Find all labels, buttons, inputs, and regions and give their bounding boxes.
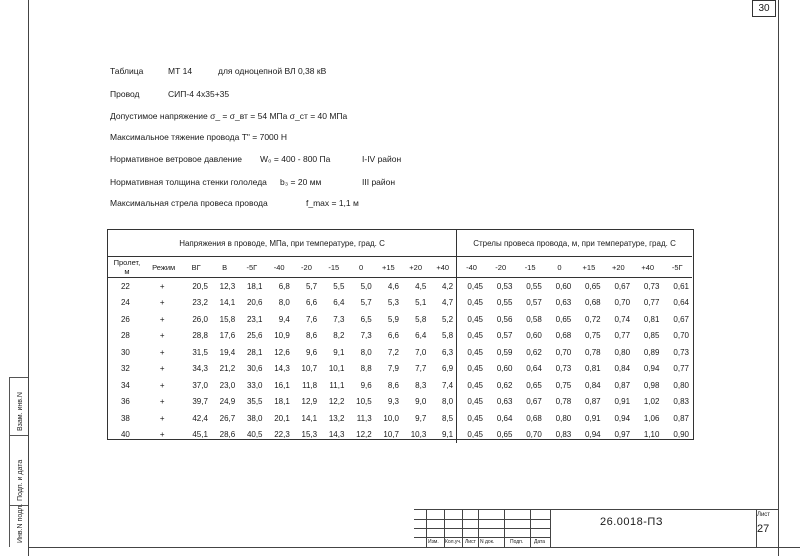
cell-stress: 5,0 [360, 281, 372, 291]
cell-stress: 7,3 [360, 331, 372, 341]
cell-sag: 0,67 [614, 281, 631, 291]
cell-sag: 0,65 [585, 281, 601, 291]
allowed-stress: Допустимое напряжение σ_ = σ_вт = 54 МПа σ_ст = 40 МПа [110, 111, 348, 121]
cell-sag: 0,83 [673, 397, 689, 407]
col-header-sag: +15 [574, 257, 603, 278]
cell-sag: 0,77 [643, 298, 660, 308]
cell-sag: 1,02 [643, 397, 660, 407]
wind-pressure-value: W₀ = 400 - 800 Па [260, 154, 331, 164]
stamp-line [530, 510, 531, 548]
cell-stress: 12,3 [219, 281, 236, 291]
cell-span: 40 [120, 430, 130, 440]
col-header-stress: +40 [429, 257, 456, 278]
col-header-stress: -15 [320, 257, 347, 278]
stamp-line [426, 510, 427, 548]
table-row [108, 377, 692, 394]
cell-stress: 7,7 [415, 364, 427, 374]
wind-region: I-IV район [362, 154, 402, 164]
cell-stress: 11,3 [356, 413, 372, 423]
cell-stress: 37,0 [192, 380, 208, 390]
cell-sag: 0,85 [643, 331, 660, 341]
cell-stress: 15,8 [219, 314, 236, 324]
col-header-stress: +15 [375, 257, 402, 278]
cell-sag: 0,45 [467, 397, 483, 407]
side-cell-sign [9, 435, 28, 505]
cell-sag: 0,65 [555, 314, 572, 324]
cell-sag: 0,94 [614, 413, 631, 423]
cell-stress: 5,7 [305, 281, 318, 291]
cell-sag: 0,73 [673, 347, 689, 357]
cell-stress: 9,1 [429, 427, 456, 444]
cell-sag: 0,83 [555, 430, 572, 440]
cell-mode: + [159, 281, 165, 291]
max-tension: Максимальное тяжение провода Т" = 7000 Н [110, 132, 287, 142]
sheet-number: 27 [757, 523, 770, 535]
cell-sag: 0,84 [585, 380, 601, 390]
cell-sag: 0,64 [496, 413, 513, 423]
cell-stress: 11,1 [329, 380, 345, 390]
cell-sag: 0,75 [555, 380, 572, 390]
cell-sag: 0,84 [614, 364, 631, 374]
side-label-inv-replace: Взам. инв.N [17, 392, 24, 431]
cell-stress: 8,3 [415, 380, 427, 390]
cell-stress: 10,5 [356, 397, 372, 407]
wind-pressure-label: Нормативное ветровое давление [110, 154, 242, 164]
cell-stress: 28,8 [192, 331, 208, 341]
cell-sag: 0,72 [585, 314, 601, 324]
cell-sag: 0,90 [673, 430, 689, 440]
stamp-line [550, 510, 551, 548]
cell-sag: 0,60 [496, 364, 513, 374]
cell-stress: 9,6 [305, 347, 318, 357]
cell-sag: 0,91 [614, 397, 631, 407]
cell-span: 38 [120, 413, 130, 423]
cell-mode: + [159, 364, 165, 374]
cell-stress: 23,2 [192, 298, 208, 308]
cell-sag: 0,64 [526, 364, 542, 374]
cell-sag: 1,10 [643, 430, 660, 440]
table-row [108, 295, 692, 312]
cell-stress: 16,1 [274, 380, 290, 390]
cell-stress: 31,5 [192, 347, 208, 357]
cell-sag: 0,58 [526, 314, 542, 324]
sag-label: Максимальная стрела провеса провода [110, 198, 268, 208]
cell-stress: 8,6 [305, 331, 318, 341]
cell-stress: 7,4 [429, 377, 456, 394]
cell-mode: + [159, 397, 165, 407]
cell-sag: 0,63 [496, 397, 513, 407]
cell-stress: 12,2 [328, 397, 345, 407]
cell-stress: 18,1 [274, 397, 290, 407]
cell-sag: 0,77 [614, 331, 631, 341]
cell-stress: 7,0 [415, 347, 427, 357]
cell-stress: 15,3 [301, 430, 318, 440]
cell-sag: 0,98 [643, 380, 660, 390]
cell-stress: 24,9 [219, 397, 236, 407]
cell-sag: 0,45 [467, 430, 483, 440]
cell-span: 30 [120, 347, 130, 357]
cell-stress: 30,6 [246, 364, 263, 374]
cell-stress: 25,6 [246, 331, 263, 341]
cell-stress: 6,4 [415, 331, 427, 341]
col-header-stress: 0 [347, 257, 374, 278]
cell-stress: 6,5 [360, 314, 372, 324]
cell-stress: 14,3 [274, 364, 290, 374]
col-header-sag: -15 [515, 257, 544, 278]
cell-stress: 5,2 [429, 311, 456, 328]
cell-sag: 0,59 [496, 347, 513, 357]
cell-stress: 22,3 [274, 430, 290, 440]
cell-sag: 0,60 [526, 331, 542, 341]
cell-sag: 0,91 [585, 413, 601, 423]
cell-sag: 0,94 [585, 430, 601, 440]
col-header-sag: 0 [545, 257, 574, 278]
cell-stress: 7,9 [387, 364, 399, 374]
cell-stress: 6,8 [278, 281, 290, 291]
table-row [108, 344, 692, 361]
cell-stress: 21,2 [219, 364, 236, 374]
cell-stress: 10,0 [383, 413, 399, 423]
stamp-line [478, 510, 479, 548]
cell-stress: 26,7 [219, 413, 236, 423]
cell-sag: 0,63 [555, 298, 572, 308]
stamp-label: Дата [534, 539, 546, 545]
cell-sag: 0,45 [467, 347, 483, 357]
cell-stress: 10,3 [410, 430, 427, 440]
cell-stress: 7,6 [305, 314, 318, 324]
cell-span: 24 [120, 298, 130, 308]
cell-stress: 10,1 [328, 364, 345, 374]
table-row [108, 328, 692, 345]
cell-mode: + [159, 413, 165, 423]
table-row [108, 394, 692, 411]
cell-sag: 0,70 [673, 331, 689, 341]
cell-stress: 9,3 [387, 397, 399, 407]
cell-stress: 20,6 [246, 298, 263, 308]
cell-sag: 0,61 [673, 281, 689, 291]
col-header-stress: -20 [293, 257, 320, 278]
cell-stress: 39,7 [192, 397, 208, 407]
cell-sag: 0,56 [496, 314, 513, 324]
cell-stress: 35,5 [246, 397, 263, 407]
col-header-stress: В [211, 257, 238, 278]
cell-stress: 8,0 [360, 347, 372, 357]
cell-stress: 4,6 [387, 281, 399, 291]
cell-sag: 0,73 [643, 281, 660, 291]
col-header-stress: -5Г [238, 257, 265, 278]
cell-stress: 8,2 [333, 331, 345, 341]
cell-stress: 20,5 [192, 281, 208, 291]
cell-sag: 0,65 [496, 430, 513, 440]
side-strip [0, 0, 28, 556]
side-label-inv-original: Инв.N подл. [17, 503, 24, 543]
cell-sag: 0,68 [526, 413, 542, 423]
cell-sag: 0,45 [467, 314, 483, 324]
col-header-sag: -5Г [662, 257, 692, 278]
cell-sag: 0,55 [526, 281, 542, 291]
stamp-line [504, 510, 505, 548]
cell-mode: + [159, 298, 165, 308]
cell-stress: 5,1 [415, 298, 427, 308]
cell-stress: 8,6 [387, 380, 399, 390]
cell-sag: 0,45 [467, 413, 483, 423]
cell-sag: 0,81 [585, 364, 601, 374]
cell-stress: 28,1 [246, 347, 263, 357]
ice-label: Нормативная толщина стенки гололеда [110, 177, 267, 187]
cell-sag: 0,45 [467, 331, 483, 341]
table-desc: для одноцепной ВЛ 0,38 кВ [218, 66, 327, 76]
title-block [414, 509, 778, 548]
cell-stress: 4,5 [415, 281, 427, 291]
col-header-mode: Режим [146, 257, 182, 278]
cell-stress: 5,8 [429, 328, 456, 345]
stamp-line [462, 510, 463, 548]
cell-span: 26 [120, 314, 130, 324]
cell-stress: 9,7 [415, 413, 427, 423]
cell-sag: 1,06 [643, 413, 660, 423]
cell-sag: 0,53 [496, 281, 513, 291]
cell-stress: 6,3 [429, 344, 456, 361]
cell-span: 32 [120, 364, 130, 374]
cell-stress: 9,0 [415, 397, 427, 407]
cell-sag: 0,70 [526, 430, 542, 440]
cell-sag: 0,55 [496, 298, 513, 308]
cell-mode: + [159, 430, 165, 440]
cell-stress: 10,7 [301, 364, 318, 374]
cell-sag: 0,45 [467, 364, 483, 374]
cell-stress: 14,1 [301, 413, 318, 423]
cell-sag: 0,80 [614, 347, 631, 357]
col-header-sag: -20 [486, 257, 515, 278]
sheet-label: Лист [757, 512, 771, 518]
table-row [108, 311, 692, 328]
cell-sag: 0,80 [673, 380, 689, 390]
cell-sag: 0,87 [673, 413, 689, 423]
page-number: 30 [752, 0, 776, 17]
cell-stress: 9,1 [333, 347, 345, 357]
cell-stress: 17,6 [219, 331, 236, 341]
ice-region: III район [362, 177, 396, 187]
cell-sag: 0,45 [467, 298, 483, 308]
cell-stress: 7,3 [333, 314, 345, 324]
cell-sag: 0,68 [555, 331, 572, 341]
cell-stress: 23,0 [219, 380, 236, 390]
cell-stress: 12,6 [274, 347, 290, 357]
cell-sag: 0,78 [585, 347, 601, 357]
col-header-span: Пролет, м [108, 257, 146, 278]
cell-sag: 0,94 [643, 364, 660, 374]
cell-sag: 0,73 [555, 364, 572, 374]
cell-stress: 7,2 [387, 347, 399, 357]
cell-sag: 0,45 [467, 380, 483, 390]
cell-sag: 0,45 [467, 281, 483, 291]
stamp-label: Кол.уч. [445, 539, 462, 545]
col-header-sag: -40 [457, 257, 486, 278]
cell-stress: 6,9 [429, 361, 456, 378]
cell-sag: 0,77 [673, 364, 689, 374]
cell-sag: 0,64 [673, 298, 689, 308]
cell-stress: 8,8 [360, 364, 372, 374]
cell-stress: 34,3 [192, 364, 208, 374]
cell-stress: 6,4 [333, 298, 345, 308]
cell-stress: 5,5 [333, 281, 345, 291]
cell-stress: 9,4 [278, 314, 290, 324]
cell-sag: 0,87 [585, 397, 601, 407]
cell-sag: 0,78 [555, 397, 572, 407]
frame-right-border [778, 0, 779, 556]
table-label: Таблица [110, 66, 144, 76]
cell-stress: 26,0 [192, 314, 208, 324]
cell-span: 28 [120, 331, 130, 341]
cell-stress: 10,9 [274, 331, 290, 341]
col-header-stress: ВГ [182, 257, 211, 278]
cell-sag: 0,62 [496, 380, 513, 390]
cell-stress: 13,2 [328, 413, 345, 423]
cell-stress: 12,9 [301, 397, 318, 407]
cell-stress: 18,1 [246, 281, 263, 291]
table-row [108, 427, 692, 444]
cell-sag: 0,57 [526, 298, 542, 308]
col-header-sag: +20 [604, 257, 633, 278]
cell-sag: 0,62 [526, 347, 542, 357]
cell-span: 36 [120, 397, 130, 407]
cell-mode: + [159, 347, 165, 357]
cell-stress: 8,5 [429, 410, 456, 427]
table-row [108, 278, 692, 295]
group-header-stress: Напряжения в проводе, МПа, при температуре, град. С [108, 230, 457, 257]
cell-sag: 0,70 [614, 298, 631, 308]
sag-tension-table [108, 230, 692, 443]
cell-sag: 0,67 [673, 314, 689, 324]
cell-sag: 0,68 [585, 298, 601, 308]
col-header-stress: +20 [402, 257, 429, 278]
group-header-sag: Стрелы провеса провода, м, при температуре, град. С [457, 230, 692, 257]
sag-value: f_max = 1,1 м [306, 198, 359, 208]
stamp-label: Лист [465, 539, 476, 545]
cell-sag: 0,97 [614, 430, 631, 440]
cell-stress: 8,0 [429, 394, 456, 411]
table-id: МТ 14 [168, 66, 193, 76]
cell-stress: 12,2 [356, 430, 372, 440]
cell-stress: 42,4 [192, 413, 208, 423]
cell-sag: 0,60 [555, 281, 572, 291]
cell-stress: 4,7 [429, 295, 456, 312]
cell-sag: 0,89 [643, 347, 660, 357]
cell-mode: + [159, 331, 165, 341]
side-label-sign-date: Подп. и дата [17, 459, 24, 501]
stamp-label: N док. [480, 539, 495, 545]
side-cell-original [9, 505, 28, 547]
cell-stress: 19,4 [219, 347, 236, 357]
cell-stress: 10,7 [383, 430, 399, 440]
wire-label: Провод [110, 89, 140, 99]
wire-value: СИП-4 4х35+35 [168, 89, 230, 99]
cell-sag: 0,81 [643, 314, 660, 324]
cell-stress: 8,0 [278, 298, 290, 308]
side-cell-replace [9, 377, 28, 435]
cell-sag: 0,74 [614, 314, 631, 324]
col-header-stress: -40 [266, 257, 293, 278]
cell-stress: 28,6 [219, 430, 236, 440]
cell-span: 34 [120, 380, 130, 390]
cell-mode: + [159, 380, 165, 390]
cell-sag: 0,75 [585, 331, 601, 341]
cell-stress: 4,2 [429, 278, 456, 295]
cell-stress: 33,0 [246, 380, 263, 390]
cell-stress: 5,7 [360, 298, 372, 308]
frame-left-border [28, 0, 29, 556]
stamp-label: Изм. [428, 539, 439, 545]
cell-stress: 20,1 [274, 413, 290, 423]
table-row [108, 410, 692, 427]
cell-stress: 40,5 [246, 430, 263, 440]
cell-stress: 6,6 [305, 298, 318, 308]
cell-sag: 0,67 [526, 397, 542, 407]
cell-stress: 23,1 [246, 314, 263, 324]
cell-stress: 14,1 [219, 298, 236, 308]
stamp-label: Подп. [510, 539, 524, 545]
cell-sag: 0,57 [496, 331, 513, 341]
cell-sag: 0,87 [614, 380, 631, 390]
cell-stress: 45,1 [192, 430, 208, 440]
cell-stress: 5,9 [387, 314, 399, 324]
cell-stress: 9,6 [360, 380, 372, 390]
cell-mode: + [159, 314, 165, 324]
cell-stress: 38,0 [246, 413, 263, 423]
cell-sag: 0,70 [555, 347, 572, 357]
col-header-sag: +40 [633, 257, 662, 278]
ice-value: b₃ = 20 мм [280, 177, 322, 187]
cell-stress: 5,3 [387, 298, 399, 308]
cell-stress: 14,3 [328, 430, 345, 440]
document-number: 26.0018-ПЗ [600, 516, 663, 528]
table-row [108, 361, 692, 378]
cell-stress: 5,8 [415, 314, 427, 324]
cell-stress: 11,8 [302, 380, 318, 390]
cell-span: 22 [120, 281, 130, 291]
cell-sag: 0,80 [555, 413, 572, 423]
cell-stress: 6,6 [387, 331, 399, 341]
cell-sag: 0,65 [526, 380, 542, 390]
